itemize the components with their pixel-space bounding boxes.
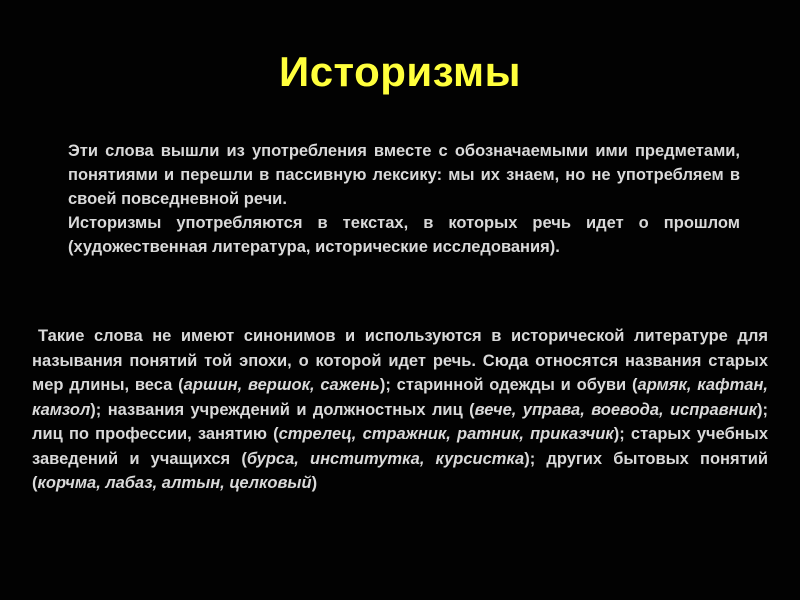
examples-measures: аршин, вершок, сажень [183,376,380,394]
examples-text-5: ); старых учебных заведений и учащихся ( [32,425,768,468]
examples-schools: бурса, институтка, курсистка [246,449,525,468]
examples-professions: стрелец, стражник, ратник, приказчик [278,425,614,443]
examples-clothing: армяк, кафтан, камзол [32,376,768,419]
slide-title: Историзмы [279,48,521,95]
examples-text-2: ); старинной одежды и обуви ( [379,376,638,394]
examples-text-4: ); лиц по профессии, занятию ( [32,400,768,443]
examples-text-3: ); названия учреждений и должностных лиц ( [90,400,475,419]
examples-paragraph [32,324,768,496]
examples-text-7: ) [311,474,318,492]
examples-text-1: Такие слова не имеют синонимов и используются в исторической литературе для называния понятий той эпохи, о которой идет речь. Сюда относятся названия старых мер длины, веса ( [32,327,768,394]
examples-block [32,324,768,496]
usage-paragraph: Историзмы употребляются в текстах, в которых речь идет о прошлом (художественная литература, исторические исследования). [68,214,740,256]
definition-paragraph: Эти слова вышли из употребления вместе с обозначаемыми ими предметами, понятиями и перешли в пассивную лексику: мы их знаем, но не употребляем в своей повседневной речи. [68,142,740,208]
definition-block [68,139,740,259]
examples-institutions: вече, управа, воевода, исправник [474,400,757,419]
examples-everyday: корчма, лабаз, алтын, целковый [37,474,312,492]
examples-text-6: ); других бытовых понятий ( [32,449,769,492]
